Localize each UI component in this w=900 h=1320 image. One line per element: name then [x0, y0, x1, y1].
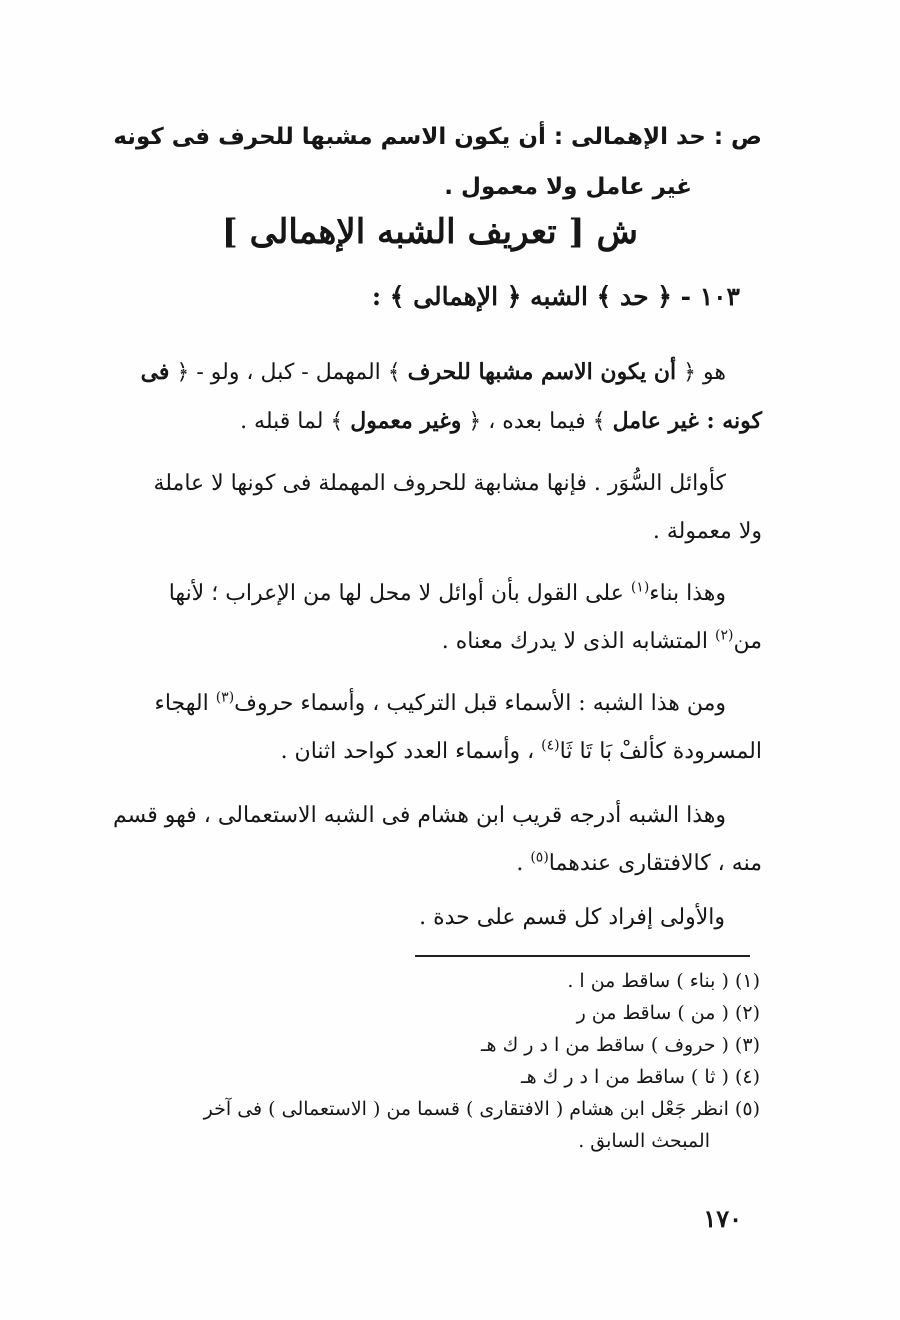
footnote-divider — [415, 955, 750, 957]
matn-line-1: ص : حد الإهمالى : أن يكون الاسم مشبها للحرف فى كونه — [113, 124, 762, 150]
hisham-note-line-2 — [80, 840, 762, 888]
definition-bold-part: وغير معمول — [350, 408, 462, 434]
types-note-paragraph — [80, 680, 762, 776]
example-line-2: ولا معمولة . — [652, 519, 762, 544]
footnote-1: (١) ( بناء ) ساقط من ا . — [567, 970, 760, 992]
building-note-line-1 — [80, 570, 762, 618]
footnote-ref-3[interactable]: (٣) — [215, 689, 235, 706]
footnote-5: (٥) انظر جَعْل ابن هشام ( الافتقارى ) قسما من ( الاستعمالى ) فى آخر — [203, 1098, 760, 1120]
note-text: منه ، كالافتقارى عندهما — [548, 851, 762, 876]
footnote-ref-1[interactable]: (١) — [630, 579, 650, 596]
note-text: ومن هذا الشبه : الأسماء قبل التركيب ، وأسماء حروف — [234, 691, 726, 716]
types-note-line-1 — [80, 680, 762, 728]
footnote-ref-4[interactable]: (٤) — [541, 737, 560, 754]
footnote-4: (٤) ( ثا ) ساقط من ا د ر ك هـ — [521, 1066, 760, 1088]
building-note-line-2 — [80, 618, 762, 666]
definition-line-1 — [80, 348, 762, 397]
example-line-1: كأوائل السُّوَر . فإنها مشابهة للحروف المهملة فى كونها لا عاملة — [153, 471, 726, 496]
types-note-line-2 — [80, 728, 762, 776]
note-text: الهجاء — [154, 691, 216, 716]
note-text: . — [516, 851, 531, 876]
definition-part: ﴾ لما قبله . — [240, 409, 344, 434]
hisham-note-paragraph — [80, 792, 762, 888]
note-text: من — [733, 629, 762, 654]
building-note-paragraph — [80, 570, 762, 666]
definition-part: ﴾ المهمل - كبل ، ولو - ﴿ — [176, 360, 401, 385]
note-text: وهذا بناء — [649, 581, 726, 606]
example-paragraph — [80, 460, 762, 556]
definition-bold-part: أن يكون الاسم مشبها للحرف — [407, 359, 677, 385]
note-text: المسرودة كألفْ بَا تَا ثَا — [559, 739, 762, 764]
footnote-2: (٢) ( من ) ساقط من ر — [576, 1002, 760, 1024]
footnote-3: (٣) ( حروف ) ساقط من ا د ر ك هـ — [480, 1034, 760, 1056]
note-text: ، وأسماء العدد كواحد اثنان . — [280, 739, 542, 764]
matn-text — [80, 112, 762, 212]
hisham-note-line-1: وهذا الشبه أدرجه قريب ابن هشام فى الشبه الاستعمالى ، فهو قسم — [113, 803, 726, 828]
note-text: المتشابه الذى لا يدرك معناه . — [441, 629, 715, 654]
section-heading: ١٠٣ - ﴿ حد ﴾ الشبه ﴿ الإهمالى ﴾ : — [371, 282, 740, 311]
definition-part: ﴾ فيما بعده ، ﴿ — [468, 409, 606, 434]
conclusion-line: والأولى إفراد كل قسم على حدة . — [419, 905, 725, 930]
definition-paragraph — [80, 348, 762, 446]
definition-line-2 — [80, 397, 762, 446]
note-text: على القول بأن أوائل لا محل لها من الإعراب ؛ لأنها — [168, 581, 631, 606]
definition-part: هو ﴿ — [683, 360, 726, 385]
footnote-5-continuation: المبحث السابق . — [578, 1130, 710, 1152]
sharh-heading: ش [ تعريف الشبه الإهمالى ] — [221, 212, 638, 252]
definition-bold-part: كونه : غير عامل — [612, 408, 762, 434]
matn-line-2: غير عامل ولا معمول . — [444, 174, 692, 200]
definition-bold-part: فى — [140, 359, 170, 385]
footnotes-section — [78, 965, 760, 1157]
page-number: ١٧٠ — [703, 1204, 742, 1233]
footnote-ref-5[interactable]: (٥) — [530, 849, 549, 866]
footnote-ref-2[interactable]: (٢) — [715, 627, 734, 644]
